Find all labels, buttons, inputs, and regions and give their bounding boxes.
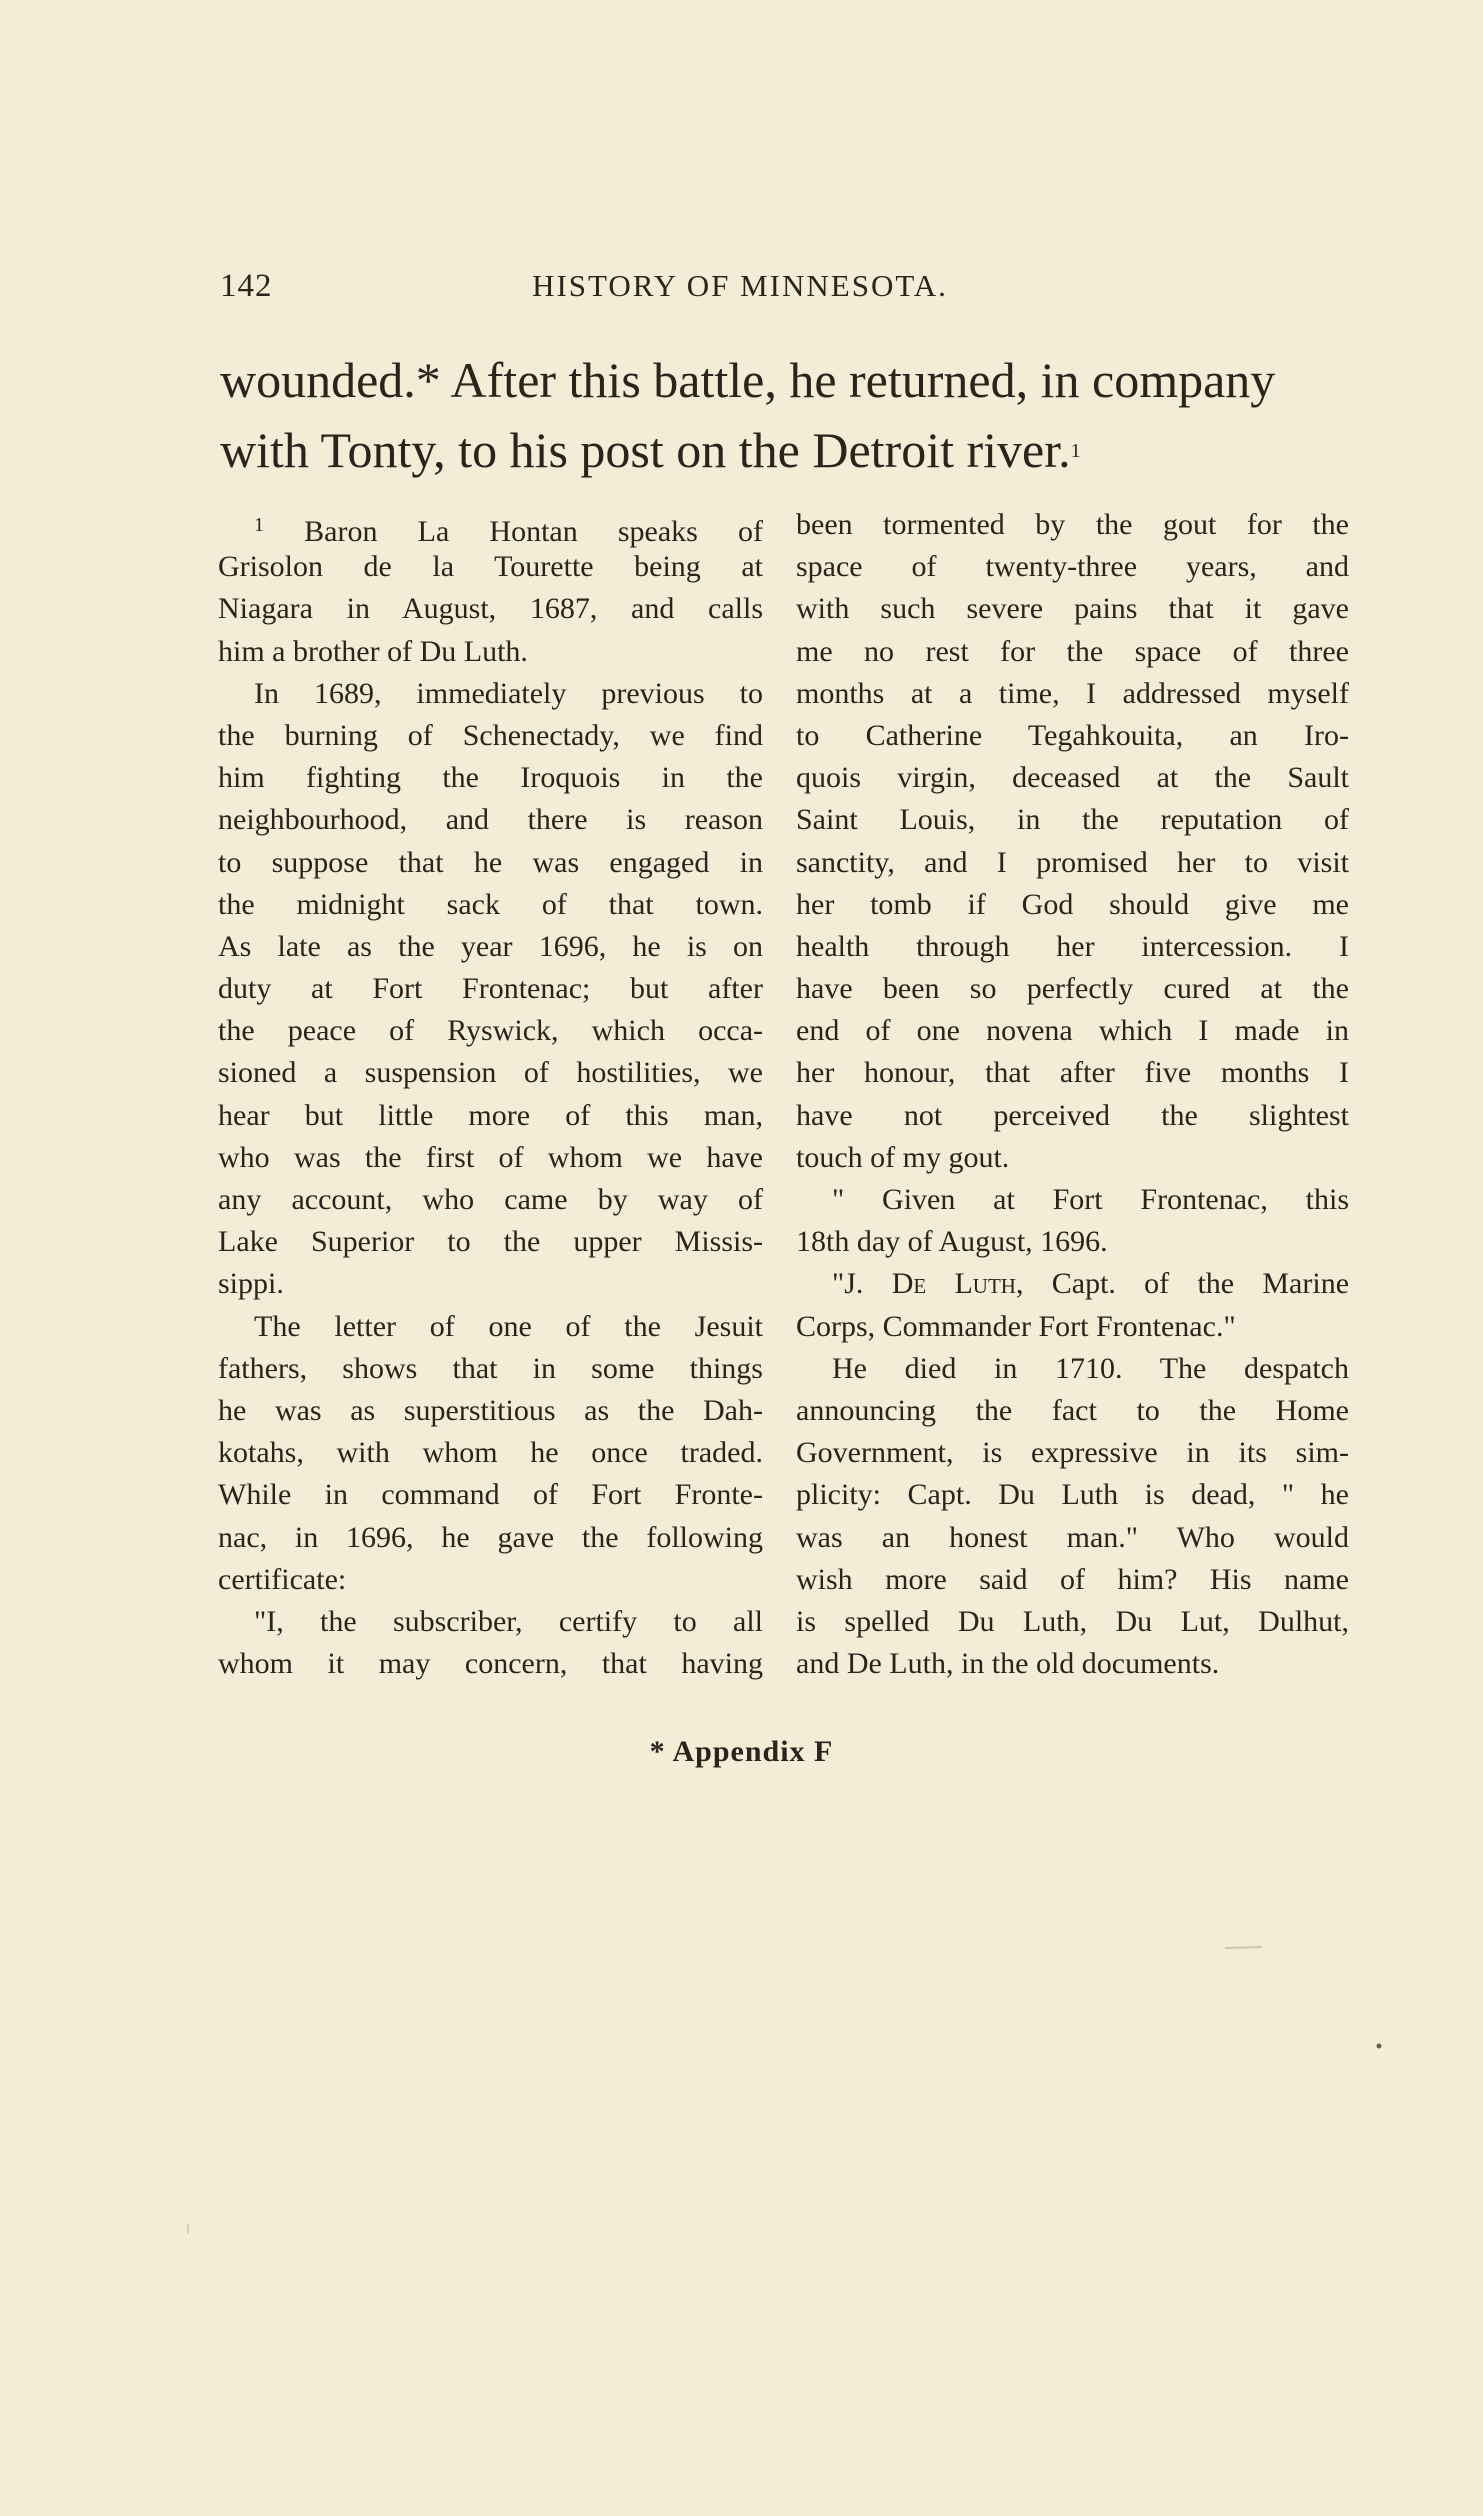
text-line: fathers, shows that in some things: [218, 1351, 763, 1385]
page-number: 142: [220, 268, 273, 304]
text-line: the peace of Ryswick, which occa-: [218, 1014, 763, 1048]
text-line: kotahs, with whom he once traded.: [218, 1436, 763, 1470]
text-line: to Catherine Tegahkouita, an Iro-: [796, 718, 1349, 752]
text-line: was an honest man." Who would: [796, 1520, 1349, 1554]
text-line: wish more said of him? His name: [796, 1562, 1349, 1596]
text-line-content: Baron La Hontan speaks of: [304, 515, 763, 548]
text-line: end of one novena which I made in: [796, 1014, 1349, 1048]
text-line: any account, who came by way of: [218, 1183, 763, 1216]
text-line: nac, in 1696, he gave the following: [218, 1520, 763, 1554]
text-line: health through her intercession. I: [796, 929, 1349, 963]
lead-line-text: with Tonty, to his post on the Detroit river.: [220, 422, 1071, 478]
text-line: Government, is expressive in its sim-: [796, 1436, 1349, 1470]
text-line: me no rest for the space of three: [796, 634, 1349, 668]
text-line: hear but little more of this man,: [218, 1098, 763, 1132]
text-line: with such severe pains that it gave: [796, 592, 1349, 626]
text-line: While in command of Fort Fronte-: [218, 1478, 763, 1512]
text-line: sanctity, and I promised her to visit: [796, 845, 1349, 879]
signature-open: "J.: [832, 1267, 892, 1301]
text-line: her honour, that after five months I: [796, 1056, 1349, 1090]
text-line: him fighting the Iroquois in the: [218, 761, 763, 795]
text-line: Grisolon de la Tourette being at: [218, 550, 763, 584]
text-line: touch of my gout.: [796, 1140, 1010, 1174]
text-line: the midnight sack of that town.: [218, 887, 763, 921]
text-line: 18th day of August, 1696.: [796, 1225, 1108, 1259]
text-line: and De Luth, in the old documents.: [796, 1647, 1220, 1681]
text-line: he was as superstitious as the Dah-: [218, 1393, 763, 1427]
text-line: is spelled Du Luth, Du Lut, Dulhut,: [796, 1604, 1349, 1638]
text-line: Lake Superior to the upper Missis-: [218, 1225, 763, 1259]
text-line: He died in 1710. The despatch: [832, 1351, 1349, 1385]
text-line: been tormented by the gout for the: [796, 508, 1349, 541]
running-title: HISTORY OF MINNESOTA.: [532, 268, 948, 303]
text-line: whom it may concern, that having: [218, 1647, 763, 1681]
text-line: him a brother of Du Luth.: [218, 634, 528, 668]
text-line: Saint Louis, in the reputation of: [796, 803, 1349, 837]
text-line: quois virgin, deceased at the Sault: [796, 761, 1349, 795]
text-line: The letter of one of the Jesuit: [254, 1309, 763, 1343]
footnote-mark: 1: [254, 514, 264, 536]
text-line: neighbourhood, and there is reason: [218, 803, 763, 837]
text-line: certificate:: [218, 1562, 347, 1596]
text-line: duty at Fort Frontenac; but after: [218, 972, 763, 1006]
text-line: Niagara in August, 1687, and calls: [218, 592, 763, 626]
text-line: to suppose that he was engaged in: [218, 845, 763, 879]
text-line: plicity: Capt. Du Luth is dead, " he: [796, 1478, 1349, 1512]
text-line: "I, the subscriber, certify to all: [254, 1604, 763, 1638]
signature-title: , Capt. of the Marine: [1015, 1267, 1350, 1301]
lead-line: wounded.* After this battle, he returned, in company: [220, 352, 1276, 408]
text-line: have been so perfectly cured at the: [796, 972, 1349, 1006]
text-line: months at a time, I addressed myself: [796, 676, 1349, 710]
text-line: sippi.: [218, 1267, 284, 1301]
text-line: have not perceived the slightest: [796, 1098, 1349, 1132]
text-line: " Given at Fort Frontenac, this: [832, 1183, 1349, 1216]
text-line: Corps, Commander Fort Frontenac.": [796, 1309, 1236, 1343]
text-line: As late as the year 1696, he is on: [218, 929, 763, 963]
text-line: space of twenty-three years, and: [796, 550, 1349, 584]
text-line: announcing the fact to the Home: [796, 1393, 1349, 1427]
text-line: sioned a suspension of hostilities, we: [218, 1056, 763, 1090]
text-line: who was the first of whom we have: [218, 1140, 763, 1174]
appendix-note: * Appendix F: [649, 1735, 834, 1768]
signature-name: De Luth: [891, 1267, 1016, 1301]
footnote-reference-mark: 1: [1070, 440, 1081, 462]
text-line: her tomb if God should give me: [796, 887, 1349, 921]
text-line: In 1689, immediately previous to: [254, 676, 763, 710]
text-line: the burning of Schenectady, we find: [218, 718, 763, 752]
